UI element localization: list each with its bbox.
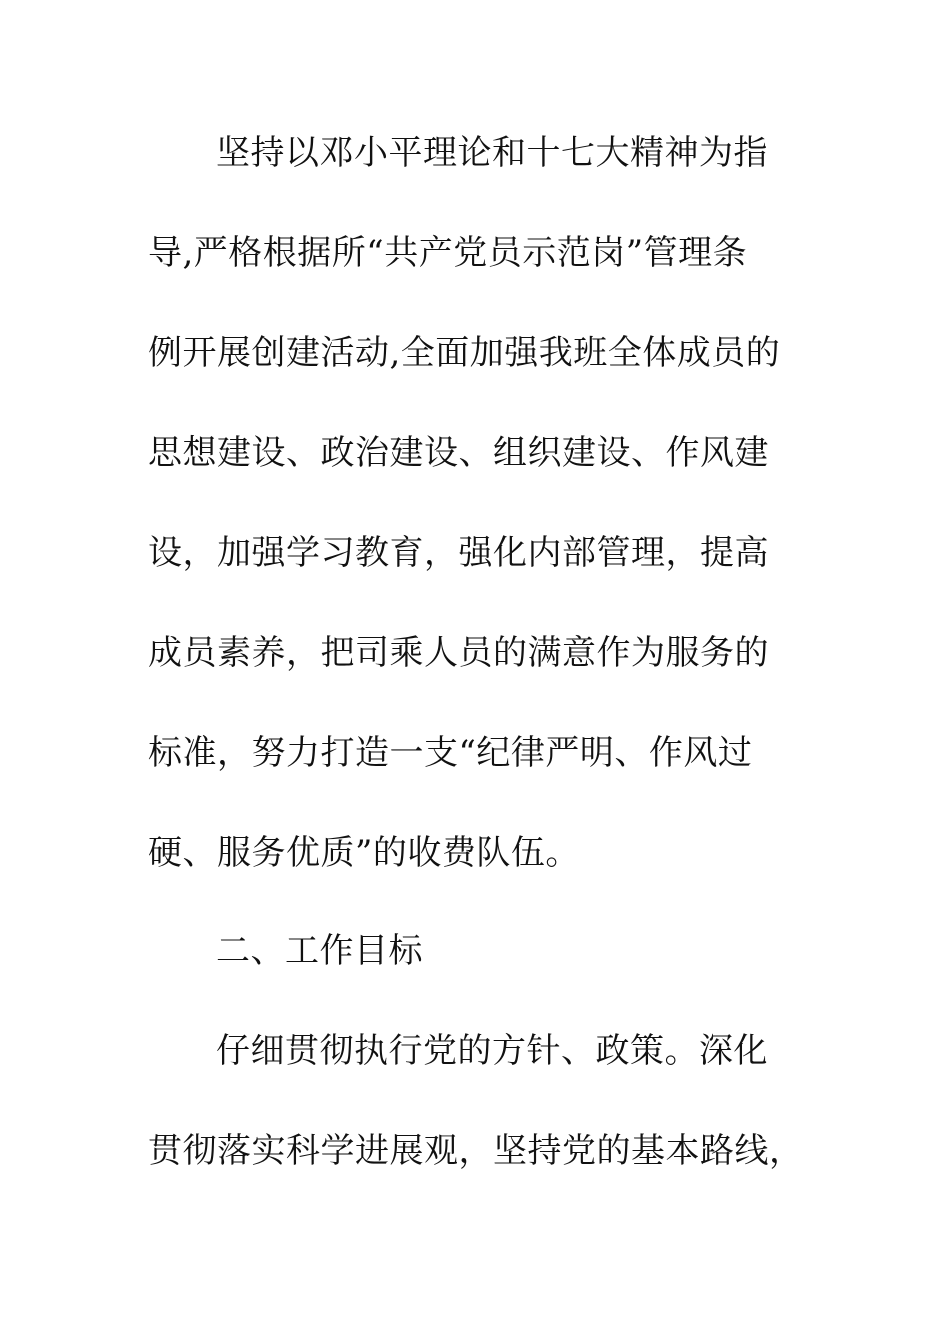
paragraph-2-line-1: 仔细贯彻执行党的方针、政策。深化 [216,1031,768,1071]
paragraph-1-line-6: 成员素养，把司乘人员的满意作为服务的 [148,633,769,673]
paragraph-1-line-3: 例开展创建活动,全面加强我班全体成员的 [148,333,781,373]
paragraph-1-line-2: 导,严格根据所“共产党员示范岗”管理条 [148,233,748,273]
paragraph-1-line-5: 设，加强学习教育，强化内部管理，提高 [148,533,769,573]
paragraph-2-line-2: 贯彻落实科学进展观，坚持党的基本路线， [148,1131,804,1171]
paragraph-1-line-1: 坚持以邓小平理论和十七大精神为指 [216,133,768,173]
paragraph-1-line-8: 硬、服务优质”的收费队伍。 [148,833,580,873]
paragraph-1-line-7: 标准，努力打造一支“纪律严明、作风过 [148,733,753,773]
section-heading: 二、工作目标 [216,931,423,971]
paragraph-1-line-4: 思想建设、政治建设、组织建设、作风建 [148,433,769,473]
